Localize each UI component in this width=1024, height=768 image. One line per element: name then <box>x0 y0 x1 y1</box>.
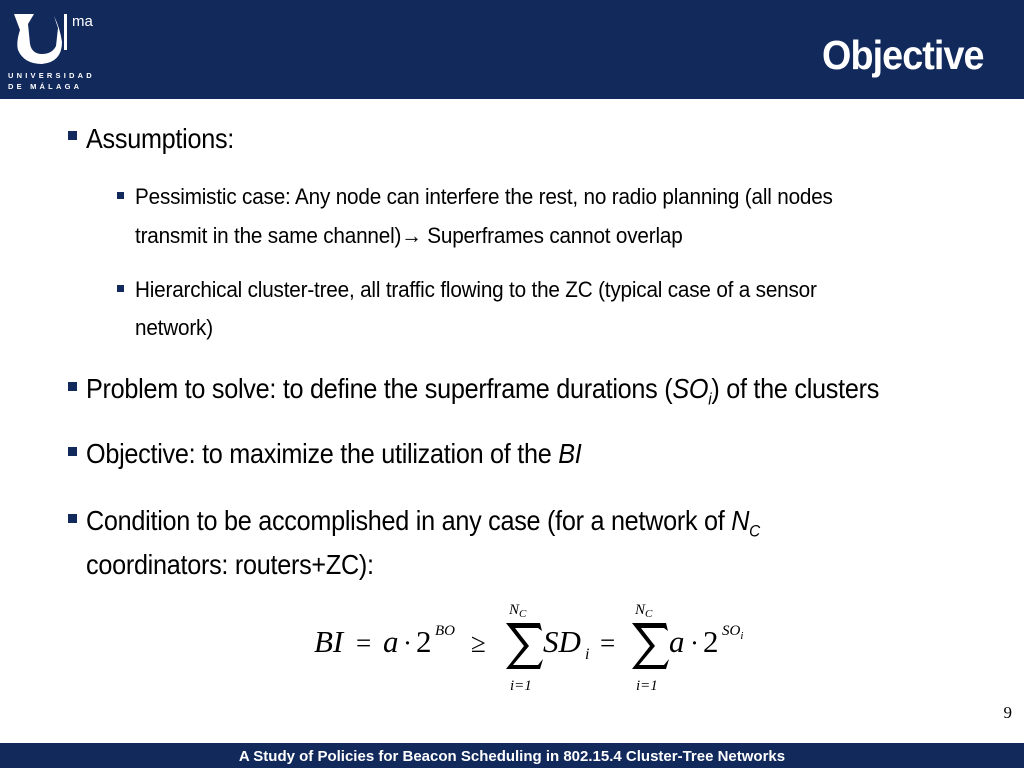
page-number: 9 <box>1003 703 1012 722</box>
bullet-problem <box>86 368 879 421</box>
formula-a: a <box>669 624 685 659</box>
formula-sum1-bottom: i=1 <box>510 678 532 694</box>
formula-two: 2 <box>703 624 719 659</box>
formula-so-exponent: $SO_i$ <box>722 623 744 642</box>
formula-dot: · <box>403 628 412 658</box>
university-name-line1: UNIVERSIDAD <box>8 71 95 80</box>
formula-bo: BO <box>435 623 455 639</box>
formula-dot: · <box>690 628 699 658</box>
condition-text: Condition to be accomplished in any case (for a network of <box>86 505 732 536</box>
formula-bi: BI <box>314 624 344 659</box>
formula-equals: = <box>356 628 372 658</box>
problem-text: Problem to solve: to define the superframe durations ( <box>86 373 673 404</box>
problem-text-end: ) of the clusters <box>711 373 880 404</box>
slide-footer <box>0 743 1024 768</box>
logo-mark: ma <box>72 13 93 30</box>
formula-equals: = <box>600 628 616 658</box>
objective-variable: BI <box>558 438 582 469</box>
problem-variable: SO <box>672 373 709 404</box>
bullet-condition-line2: coordinators: routers+ZC): <box>86 549 374 580</box>
formula-sd: SD <box>543 624 581 659</box>
bullet-icon <box>68 514 77 523</box>
formula-geq: ≥ <box>471 628 486 658</box>
slide-title: Objective <box>822 32 984 78</box>
formula-a: a <box>383 624 399 659</box>
sub-bullet-pessimistic-line2: transmit in the same channel)→ Superframes cannot overlap <box>135 223 683 248</box>
formula-sum1-top: $N_C$ <box>509 602 527 620</box>
condition-subscript: C <box>749 521 760 541</box>
formula-sum2-top: $N_C$ <box>635 602 653 620</box>
footer-text: A Study of Policies for Beacon Scheduling in 802.15.4 Cluster-Tree Networks <box>238 748 786 765</box>
formula-two: 2 <box>416 624 432 659</box>
formula-sd-subscript: i <box>585 646 590 663</box>
beacon-interval-formula <box>310 595 770 695</box>
bullet-icon <box>68 382 77 391</box>
bullet-icon <box>68 447 77 456</box>
problem-subscript: i <box>708 389 712 409</box>
sub-bullet-hierarchical-line1: Hierarchical cluster-tree, all traffic flowing to the ZC (typical case of a sensor <box>135 277 817 302</box>
sub-bullet-icon <box>117 285 124 292</box>
sum-icon <box>506 623 543 669</box>
bullet-icon <box>68 131 77 140</box>
objective-text: Objective: to maximize the utilization of the <box>86 438 559 469</box>
sub-bullet-hierarchical-line2: network) <box>135 315 213 340</box>
bullet-assumptions: Assumptions: <box>86 123 235 154</box>
sum-icon <box>632 623 669 669</box>
sub-bullet-pessimistic-line1: Pessimistic case: Any node can interfere the rest, no radio planning (all nodes <box>135 184 833 209</box>
formula-sum2-bottom: i=1 <box>636 678 658 694</box>
university-name-line2: DE MÁLAGA <box>8 82 83 91</box>
bullet-objective <box>86 433 581 475</box>
sub-bullet-icon <box>117 192 124 199</box>
condition-variable: N <box>731 505 750 536</box>
